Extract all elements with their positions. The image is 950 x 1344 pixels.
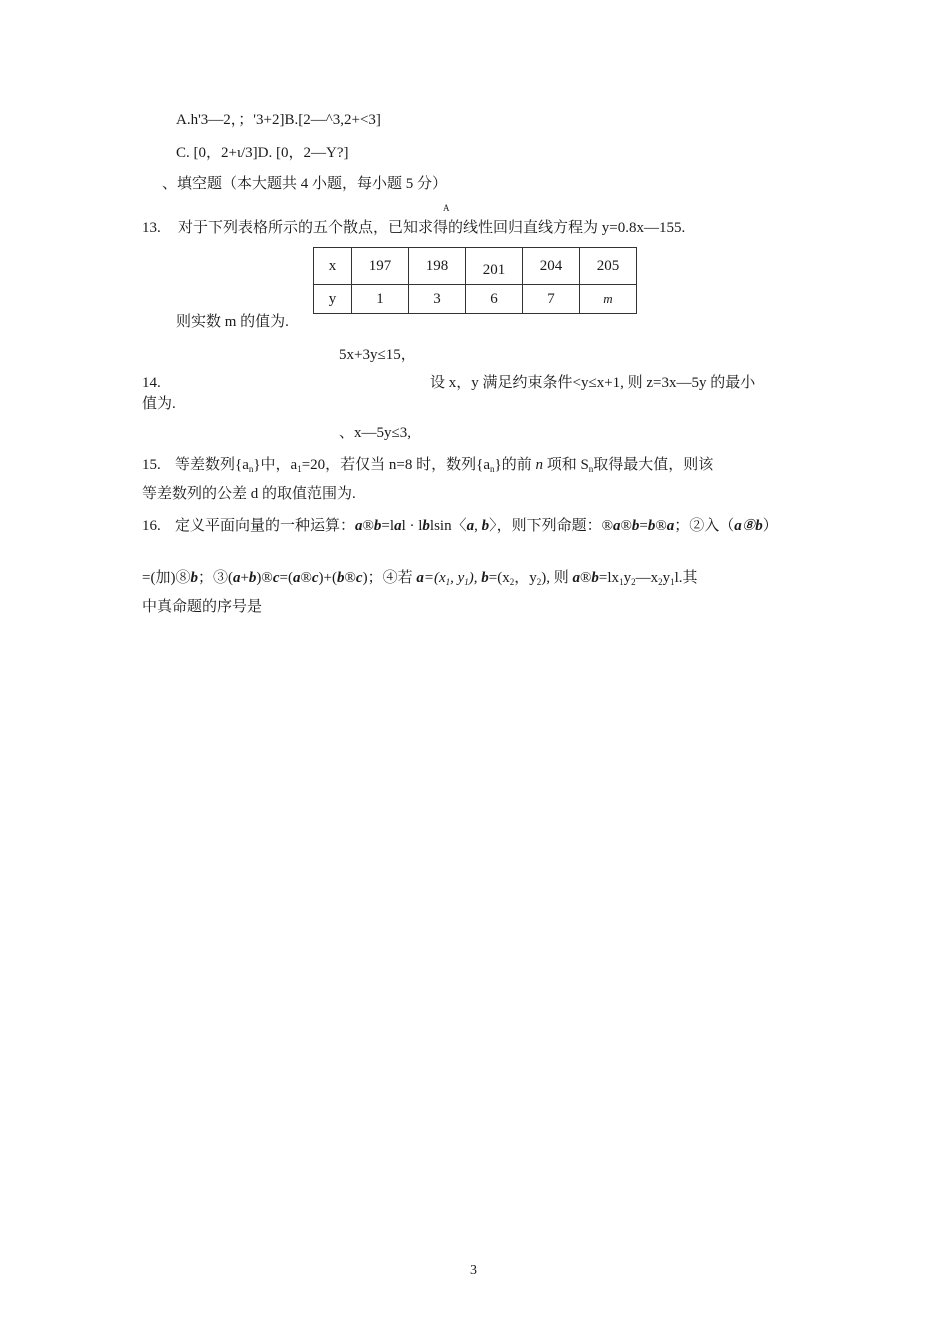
table-cell: m [580, 285, 637, 314]
q13-text: 对于下列表格所示的五个散点，已知求得的线性回归直线方程为 y=0.8x—155. [178, 220, 686, 236]
section-heading: 、填空题（本大题共 4 小题，每小题 5 分） [162, 176, 448, 192]
table-cell: 1 [352, 285, 409, 314]
table-cell: 201 [466, 248, 523, 285]
page-number: 3 [470, 1263, 477, 1278]
q14-number: 14. [142, 375, 161, 391]
table-cell: 205 [580, 248, 637, 285]
table-cell: 6 [466, 285, 523, 314]
q16-line-3: 中真命题的序号是 [142, 599, 263, 615]
q15-text: 等差数列$\{a_n\}$中，$a_1=20$，若仅当 n=8 时，数列$\{a_n\}$的前 n 项和 $S_n$取得最大值，则该 [175, 457, 714, 474]
q14-text-cont: 值为. [142, 396, 176, 412]
table-cell: y [314, 285, 352, 314]
table-row [314, 248, 637, 285]
q16-line-1: 定义平面向量的一种运算：a®b=lal · lblsin〈a, b〉，则下列命题：®a®b=b®a；②入（a⑧b） [175, 518, 778, 534]
q13-after: 则实数 m 的值为. [176, 314, 289, 330]
table-cell: 197 [352, 248, 409, 285]
q14-text: 设 x，y 满足约束条件<y≤x+1, 则 z=3x—5y 的最小 [430, 375, 756, 391]
q15-line-2: 等差数列的公差 d 的取值范围为. [142, 486, 356, 502]
q14-constraint-3: 、x—5y≤3, [339, 425, 411, 441]
table-cell: x [314, 248, 352, 285]
option-ab: A.h'3—2，；'3+2]B.[2—^3,2+<3] [176, 112, 381, 128]
table-row [314, 285, 637, 314]
scatter-table [313, 247, 637, 314]
table-cell: 198 [409, 248, 466, 285]
q14-constraint-1: 5x+3y≤15， [339, 347, 416, 363]
table-cell: 7 [523, 285, 580, 314]
table-cell: 3 [409, 285, 466, 314]
q16-number: 16. [142, 518, 161, 534]
q16-line-2: =(加)⑧b；③(a+b)®c=(a®c)+(b®c)；④若 $a=(x_1$, $y_1$), $b=(x_2$，$y_2$), 则 $a®b=lx_1y_2—x_2y_1l$.其 [142, 570, 698, 587]
table-cell: 204 [523, 248, 580, 285]
accent-mark: A [443, 203, 450, 213]
q15-number: 15. [142, 457, 161, 473]
option-cd: C. [0，2+ι/3]D. [0，2—Y?] [176, 145, 349, 161]
q13-number: 13. [142, 220, 161, 236]
